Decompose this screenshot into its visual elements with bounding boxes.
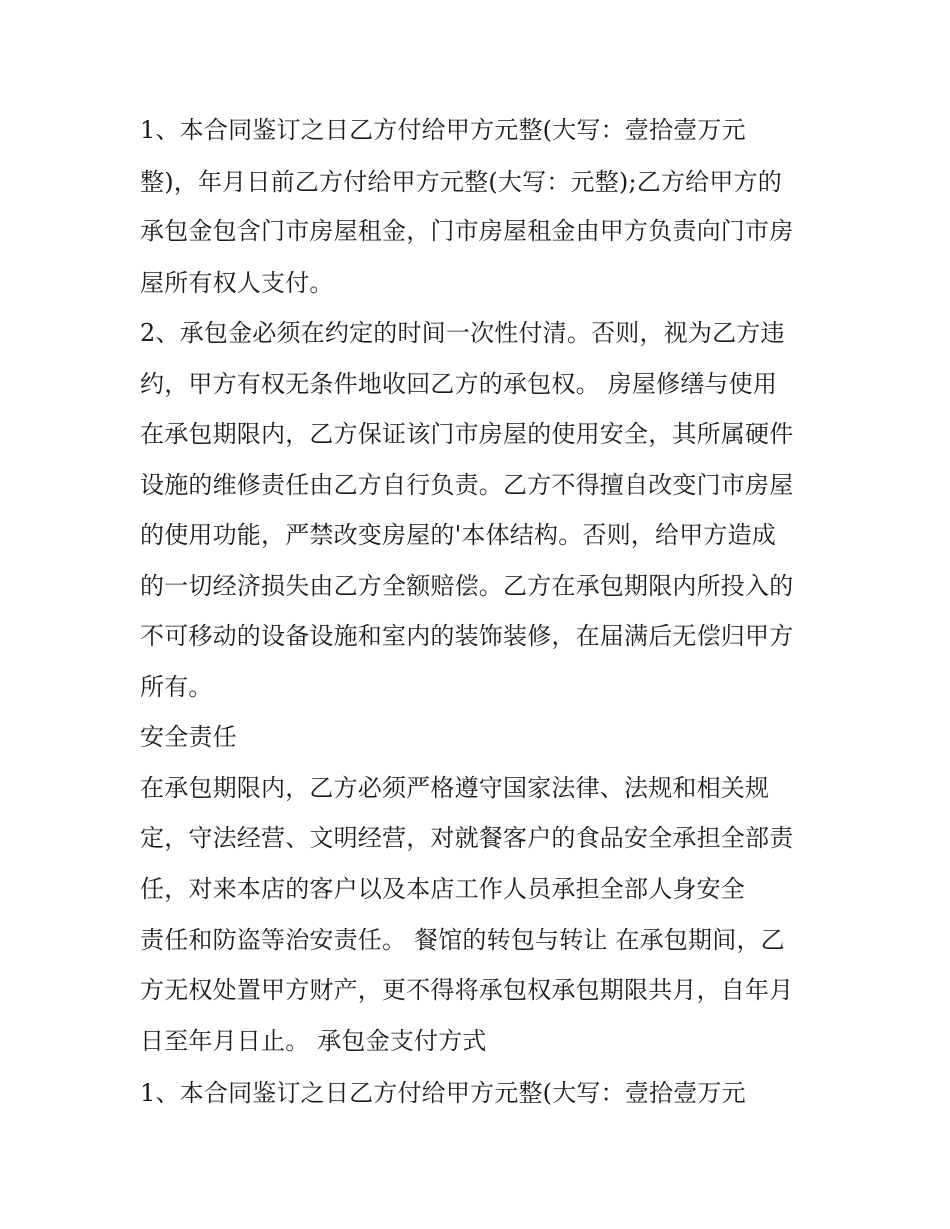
text-line: 2、承包金必须在约定的时间一次性付清。否则，视为乙方违 [140,319,785,347]
text-line: 约，甲方有权无条件地收回乙方的承包权。 房屋修缮与使用 [140,370,778,398]
text-line: 方无权处置甲方财产，更不得将承包权承包期限共月，自年月 [140,976,794,1004]
text-line: 在承包期限内，乙方保证该门市房屋的使用安全，其所属硬件 [140,420,794,448]
text-line: 日至年月日止。 承包金支付方式 [140,1027,487,1055]
text-line: 所有。 [140,673,213,701]
text-line: 屋所有权人支付。 [140,269,334,297]
text-line: 不可移动的设备设施和室内的装饰装修，在届满后无偿归甲方 [140,622,794,650]
text-line: 的使用功能，严禁改变房屋的'本体结构。否则，给甲方造成 [140,521,776,549]
text-line: 整)，年月日前乙方付给甲方元整(大写：元整);乙方给甲方的 [140,168,782,196]
text-line: 责任和防盗等治安责任。 餐馆的转包与转让 在承包期间，乙 [140,926,785,954]
text-line: 承包金包含门市房屋租金，门市房屋租金由甲方负责向门市房 [140,217,794,245]
text-line: 在承包期限内，乙方必须严格遵守国家法律、法规和相关规 [140,774,770,802]
text-line: 定，守法经营、文明经营，对就餐客户的食品安全承担全部责 [140,824,794,852]
text-line: 任，对来本店的客户以及本店工作人员承担全部人身安全 [140,875,745,903]
text-line: 设施的维修责任由乙方自行负责。乙方不得擅自改变门市房屋 [140,471,794,499]
text-line: 1、本合同鉴订之日乙方付给甲方元整(大写：壹拾壹万元 [140,116,746,144]
text-line: 1、本合同鉴订之日乙方付给甲方元整(大写：壹拾壹万元 [140,1079,746,1107]
text-line: 的一切经济损失由乙方全额赔偿。乙方在承包期限内所投入的 [140,572,794,600]
section-heading: 安全责任 [140,723,237,751]
